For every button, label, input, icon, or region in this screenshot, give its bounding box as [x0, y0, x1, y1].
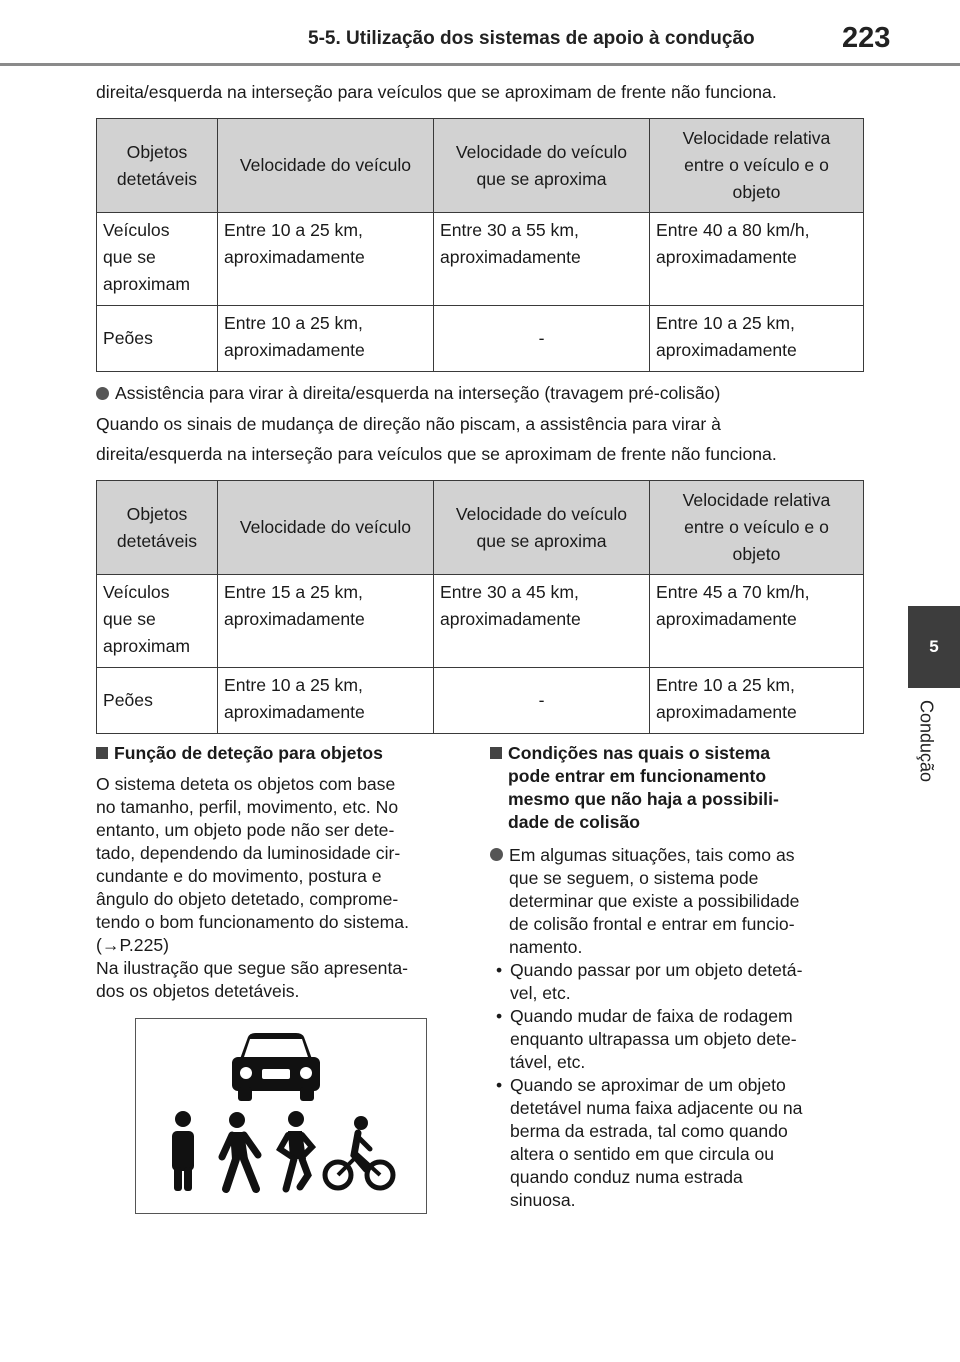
table-cell: - — [434, 668, 650, 734]
header-cell: Velocidade do veículo que se aproxima — [434, 481, 650, 575]
pedestrian-walking-icon — [222, 1112, 258, 1189]
table-cell: Peões — [97, 306, 218, 372]
bullet-dot-icon — [96, 387, 109, 400]
header-cell: Velocidade relativa entre o veículo e o objeto — [650, 481, 864, 575]
intro-text: direita/esquerda na interseção para veículos que se aproximam de frente não funciona. — [96, 82, 777, 102]
table-cell: Entre 30 a 45 km, aproximadamente — [434, 575, 650, 668]
cyclist-icon — [325, 1116, 393, 1188]
table-cell: Entre 30 a 55 km, aproximadamente — [434, 213, 650, 306]
condition-bullet-text: Em algumas situações, tais como as que se seguem, o sistema pode determinar que existe a possibilidade de colisão frontal e entrar em funcio- namento. — [509, 845, 800, 957]
condition-bullet — [490, 844, 870, 959]
page-number: 223 — [842, 22, 891, 54]
list-item-marker: • — [496, 1006, 503, 1026]
section-title: 5-5. Utilização dos sistemas de apoio à condução — [308, 28, 755, 49]
list-item-marker: • — [496, 960, 503, 980]
section-heading — [490, 742, 870, 834]
list-item-text: Quando mudar de faixa de rodagem enquanto ultrapassa um objeto dete- tável, etc. — [510, 1006, 797, 1072]
header-cell: Velocidade relativa entre o veículo e o objeto — [650, 119, 864, 213]
square-bullet-icon — [490, 747, 502, 759]
list-item — [490, 1074, 870, 1212]
table-cell: Entre 40 a 80 km/h, aproximadamente — [650, 213, 864, 306]
table-row — [97, 668, 864, 734]
page-header — [0, 0, 960, 70]
bullet-dot-icon — [490, 848, 503, 861]
header-cell: Velocidade do veículo que se aproxima — [434, 119, 650, 213]
assist-bullet — [96, 380, 720, 406]
header-cell: Velocidade do veículo — [218, 119, 434, 213]
detectable-objects-figure — [135, 1018, 427, 1214]
table-cell: Veículos que se aproximam — [97, 575, 218, 668]
table-cell: Veículos que se aproximam — [97, 213, 218, 306]
list-item-text: Quando passar por um objeto detetá- vel, etc. — [510, 960, 803, 1003]
figure-illustration — [136, 1019, 426, 1213]
list-item-text: Quando se aproximar de um objeto detetável numa faixa adjacente ou na berma da estrada, tal como quando altera o sentido em que circula ou quando conduz numa estrada sinuosa. — [510, 1075, 803, 1210]
table-row — [97, 213, 864, 306]
chapter-tab[interactable]: 5 — [908, 606, 960, 688]
table-row — [97, 575, 864, 668]
table-header-row — [97, 481, 864, 575]
table-cell: Entre 45 a 70 km/h, aproximadamente — [650, 575, 864, 668]
assist-text-line2: direita/esquerda na interseção para veículos que se aproximam de frente não funciona. — [96, 444, 777, 464]
chapter-label: Condução — [916, 700, 937, 783]
pedestrian-running-icon — [280, 1111, 312, 1189]
table-cell: - — [434, 306, 650, 372]
square-bullet-icon — [96, 747, 108, 759]
table-cell: Entre 10 a 25 km, aproximadamente — [218, 668, 434, 734]
list-item — [490, 959, 870, 1005]
table-cell: Entre 10 a 25 km, aproximadamente — [650, 668, 864, 734]
list-item — [490, 1005, 870, 1074]
section-heading — [96, 742, 476, 765]
pedestrian-standing-icon — [172, 1111, 194, 1191]
left-column — [96, 742, 476, 1003]
table-cell: Entre 10 a 25 km, aproximadamente — [218, 306, 434, 372]
header-cell: Objetos detetáveis — [97, 119, 218, 213]
body-text: O sistema deteta os objetos com base no tamanho, perfil, movimento, etc. No entanto, um objeto pode não ser dete- tado, dependendo da luminosidade cir- cundante e do movimento, postura e ângulo do objeto detetado, comprome- tendo o bom funcionamento do sistema. (→P.225) Na ilustração que segue são apresenta- dos os objetos detetáveis. — [96, 774, 409, 1001]
table-cell: Entre 10 a 25 km, aproximadamente — [650, 306, 864, 372]
assist-bullet-text: Assistência para virar à direita/esquerda na interseção (travagem pré-colisão) — [115, 383, 721, 403]
list-item-marker: • — [496, 1075, 503, 1095]
table-header-row — [97, 119, 864, 213]
detection-table-1 — [96, 118, 864, 372]
header-divider — [0, 63, 960, 66]
detection-table-2 — [96, 480, 864, 734]
table-cell: Peões — [97, 668, 218, 734]
table-row — [97, 306, 864, 372]
heading-text: Condições nas quais o sistema pode entrar em funcionamento mesmo que não haja a possibili- dade de colisão — [508, 743, 779, 832]
heading-text: Função de deteção para objetos — [114, 743, 383, 763]
right-column — [490, 742, 870, 1212]
car-icon — [232, 1033, 320, 1101]
header-cell: Velocidade do veículo — [218, 481, 434, 575]
table-cell: Entre 10 a 25 km, aproximadamente — [218, 213, 434, 306]
header-cell: Objetos detetáveis — [97, 481, 218, 575]
table-cell: Entre 15 a 25 km, aproximadamente — [218, 575, 434, 668]
assist-text-line1: Quando os sinais de mudança de direção não piscam, a assistência para virar à — [96, 414, 721, 434]
